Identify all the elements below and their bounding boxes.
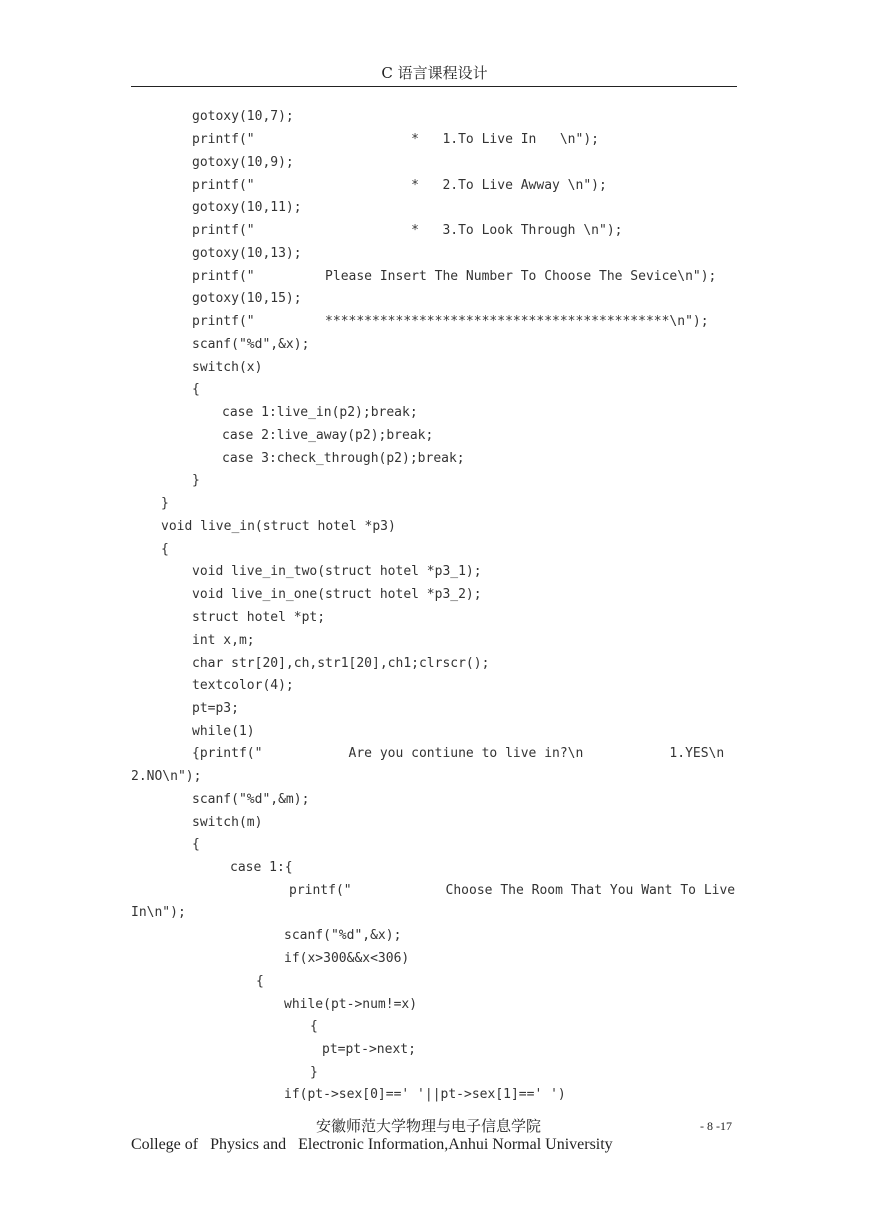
code-line: case 2:live_away(p2);break;	[222, 428, 434, 443]
code-line: switch(x)	[192, 360, 263, 375]
code-line: printf(" * 2.To Live Awway \n");	[192, 178, 607, 193]
code-line: }	[161, 496, 169, 511]
code-line: scanf("%d",&x);	[192, 337, 310, 352]
code-line: printf(" Please Insert The Number To Choose The Sevice\n");	[192, 269, 717, 284]
code-line: pt=p3;	[192, 701, 239, 716]
code-line: printf(" * 3.To Look Through \n");	[192, 223, 623, 238]
header-rule	[131, 86, 737, 87]
code-line: }	[310, 1065, 318, 1080]
footer-institution-en: College of Physics and Electronic Information,Anhui Normal University	[131, 1136, 613, 1153]
code-line: gotoxy(10,7);	[192, 109, 294, 124]
code-line: if(x>300&&x<306)	[284, 951, 410, 966]
code-line: {	[192, 837, 200, 852]
code-line: void live_in_one(struct hotel *p3_2);	[192, 587, 482, 602]
code-line: In\n");	[131, 905, 186, 920]
code-line: case 3:check_through(p2);break;	[222, 451, 465, 466]
code-line: while(1)	[192, 724, 255, 739]
code-line: scanf("%d",&x);	[284, 928, 402, 943]
code-line: }	[192, 473, 200, 488]
code-line: gotoxy(10,11);	[192, 200, 302, 215]
code-line: pt=pt->next;	[322, 1042, 416, 1057]
footer-page-number: - 8 -17	[700, 1119, 732, 1133]
code-line: printf(" ********************************************\n");	[192, 314, 709, 329]
code-line: void live_in(struct hotel *p3)	[161, 519, 396, 534]
code-line: 2.NO\n");	[131, 769, 202, 784]
code-line: if(pt->sex[0]==' '||pt->sex[1]==' ')	[284, 1087, 566, 1102]
code-line: {	[161, 542, 169, 557]
code-line: printf(" * 1.To Live In \n");	[192, 132, 599, 147]
code-line: {	[310, 1019, 318, 1034]
footer-institution-cn: 安徽师范大学物理与电子信息学院	[316, 1117, 542, 1135]
code-line: int x,m;	[192, 633, 255, 648]
code-line: case 1:{	[230, 860, 293, 875]
code-line: printf(" Choose The Room That You Want To Live	[289, 883, 736, 898]
code-line: char str[20],ch,str1[20],ch1;clrscr();	[192, 656, 490, 671]
code-line: void live_in_two(struct hotel *p3_1);	[192, 564, 482, 579]
code-line: case 1:live_in(p2);break;	[222, 405, 418, 420]
code-line: switch(m)	[192, 815, 263, 830]
code-line: {printf(" Are you contiune to live in?\n 1.YES\n	[192, 746, 725, 761]
code-line: while(pt->num!=x)	[284, 997, 418, 1012]
code-line: textcolor(4);	[192, 678, 294, 693]
code-line: gotoxy(10,9);	[192, 155, 294, 170]
code-line: scanf("%d",&m);	[192, 792, 310, 807]
code-line: gotoxy(10,15);	[192, 291, 302, 306]
code-line: struct hotel *pt;	[192, 610, 326, 625]
code-line: {	[256, 974, 264, 989]
code-line: gotoxy(10,13);	[192, 246, 302, 261]
page-header-title: C 语言课程设计	[381, 64, 488, 82]
code-line: {	[192, 382, 200, 397]
